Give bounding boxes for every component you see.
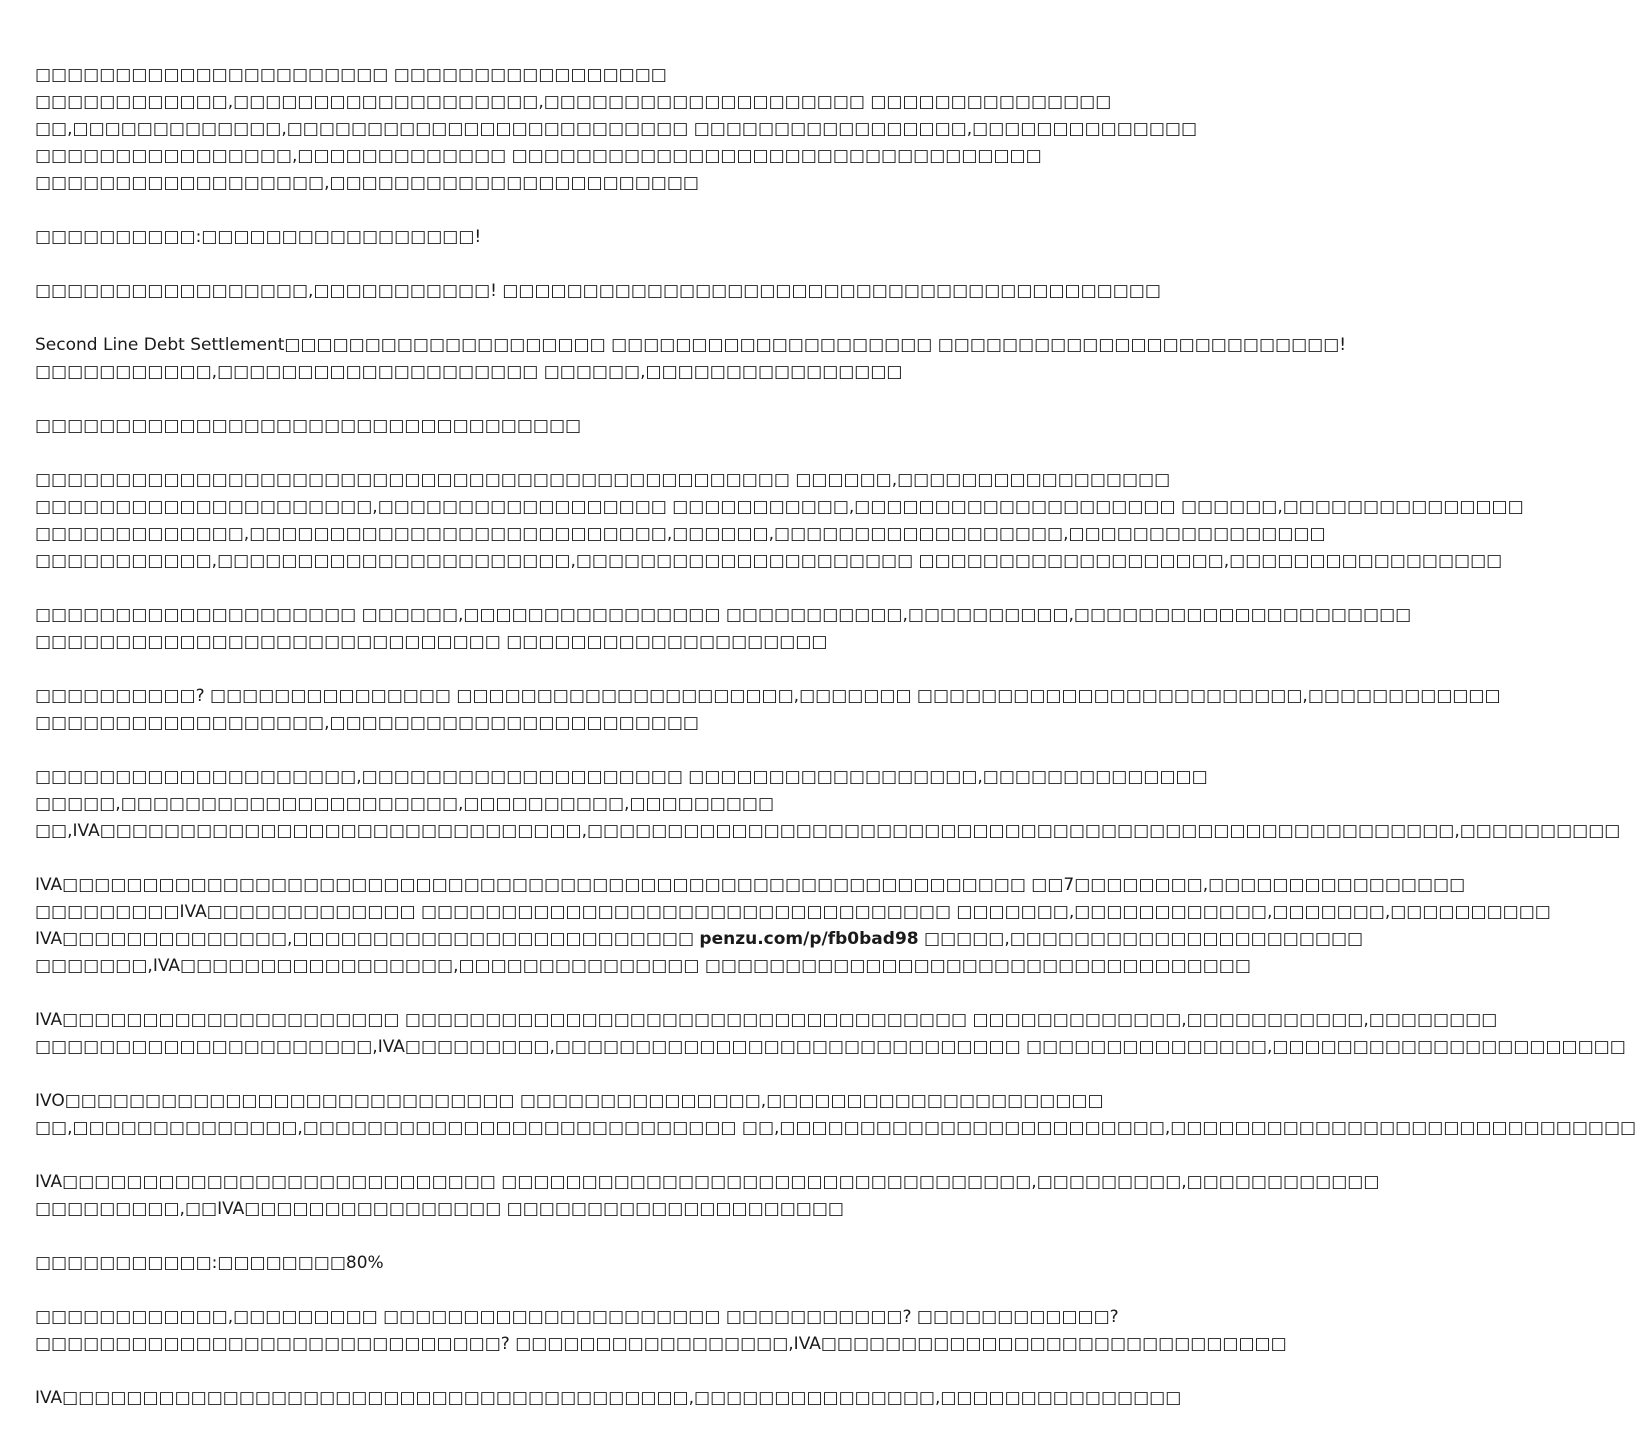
text-line: □□□□□□□□□□□□□□□□□□□□□,IVA□□□□□□□□□,□□□□□□□□□□□□□□□□□□□□□□□□□□□□□ □□□□□□□□□□□□□□□,□□□□□□□□□□□□□□□□□□□□□□ (35, 1037, 1626, 1057)
text-line: □□□□□□□□□□□□□□□□□,□□□□□□□□□□□! □□□□□□□□□□□□□□□□□□□□□□□□□□□□□□□□□□□□□□□□□ (35, 281, 1161, 301)
paragraph (35, 332, 1347, 386)
text-line: □□□□□□□□□□? □□□□□□□□□□□□□□□ □□□□□□□□□□□□□□□□□□□□□,□□□□□□□ □□□□□□□□□□□□□□□□□□□□□□□□,□□□□□□□□□□□□ (35, 686, 1501, 706)
text-line: □□□□□□□□□□□□□□□□□□□□,□□□□□□□□□□□□□□□□□□□□ □□□□□□□□□□□□□□□□□□,□□□□□□□□□□□□□□ (35, 767, 1208, 787)
paragraph (35, 1088, 1636, 1142)
text-line: □□□□□□□□□□□,□□□□□□□□□□□□□□□□□□□□ □□□□□□,□□□□□□□□□□□□□□□□ (35, 362, 903, 382)
paragraph (35, 467, 1524, 575)
paragraph (35, 62, 1198, 197)
text-line: IVO□□□□□□□□□□□□□□□□□□□□□□□□□□□□ □□□□□□□□□□□□□□□,□□□□□□□□□□□□□□□□□□□□□ (35, 1091, 1104, 1111)
bold-url-text: penzu.com/p/fb0bad98 (699, 929, 919, 949)
text-line: □□□□□□□□□IVA□□□□□□□□□□□□□ □□□□□□□□□□□□□□□□□□□□□□□□□□□□□□□□□ □□□□□□□,□□□□□□□□□□□□,□□□□□□□,□□□□□□□□□□ (35, 902, 1551, 922)
paragraph (35, 872, 1551, 980)
paragraph (35, 1250, 995, 1277)
text-line: Second Line Debt Settlement□□□□□□□□□□□□□□□□□□□□ □□□□□□□□□□□□□□□□□□□□ □□□□□□□□□□□□□□□□□□□□□□□□□! (35, 335, 1347, 355)
text-line: □□,□□□□□□□□□□□□□□,□□□□□□□□□□□□□□□□□□□□□□□□□□□ □□,□□□□□□□□□□□□□□□□□□□□□□□□,□□□□□□□□□□□□□□□□□□□□□□□□□□□□□ (35, 1118, 1636, 1138)
text-line: □□□□□□□□□□:□□□□□□□□□□□□□□□□□! (35, 227, 482, 247)
paragraph (35, 764, 1621, 845)
text-line: □□□□□□□□□□□,□□□□□□□□□□□□□□□□□□□□□□,□□□□□□□□□□□□□□□□□□□□□ □□□□□□□□□□□□□□□□□□□,□□□□□□□□□□□□□□□□□ (35, 551, 1503, 571)
text-line: □□□□□□□□□□□□□□□□□□□□□□□□□□□□□? □□□□□□□□□□□□□□□□□,IVA□□□□□□□□□□□□□□□□□□□□□□□□□□□□□ (35, 1334, 1287, 1354)
text-line: □□□□□□□□□□□□□□□□□□□□□□□□□□□□□□□□□□ (35, 416, 582, 436)
text-line: □□□□□□□,IVA□□□□□□□□□□□□□□□□□,□□□□□□□□□□□□□□□ □□□□□□□□□□□□□□□□□□□□□□□□□□□□□□□□□□ (35, 956, 1251, 976)
paragraph (35, 224, 995, 251)
text-line: □□□□□□□□□□□□□□□□□□,□□□□□□□□□□□□□□□□□□□□□□□ (35, 173, 699, 193)
paragraph (35, 278, 1161, 305)
text-line: □□□□□□□□□□□□□□□□□□□□□□□□□□□□□ □□□□□□□□□□□□□□□□□□□□ (35, 632, 828, 652)
text-line: □□□□□,□□□□□□□□□□□□□□□□□□□□□,□□□□□□□□□□,□□□□□□□□□ (35, 794, 775, 814)
text-line: □□□□□□□□□□□□□,□□□□□□□□□□□□□□□□□□□□□□□□□□,□□□□□□,□□□□□□□□□□□□□□□□□□,□□□□□□□□□□□□□□□□ (35, 524, 1326, 544)
paragraph (35, 413, 995, 440)
paragraph (35, 1007, 1626, 1061)
paragraph (35, 602, 1412, 656)
text-line: □□□□□□□□□□□□□□□□□□,□□□□□□□□□□□□□□□□□□□□□□□ (35, 713, 699, 733)
paragraph (35, 1385, 1182, 1412)
text-line: □□□□□□□□□,□□IVA□□□□□□□□□□□□□□□□ □□□□□□□□□□□□□□□□□□□□□ (35, 1199, 844, 1219)
text-line: □□□□□□□□□□□□□□□□□□□□ □□□□□□,□□□□□□□□□□□□□□□□ □□□□□□□□□□□,□□□□□□□□□□,□□□□□□□□□□□□□□□□□□□□□ (35, 605, 1412, 625)
text-line: □□□□□□□□□□□:□□□□□□□□80% (35, 1253, 384, 1273)
paragraph (35, 683, 1501, 737)
text-line: □□□□□□□□□□□□□□□□□□□□□□□□□□□□□□□□□□□□□□□□□□□□□□□ □□□□□□,□□□□□□□□□□□□□□□□□ (35, 470, 1171, 490)
text-line: IVA□□□□□□□□□□□□□□□□□□□□□□□□□□□ □□□□□□□□□□□□□□□□□□□□□□□□□□□□□□□□□,□□□□□□□□□,□□□□□□□□□□□□ (35, 1172, 1380, 1192)
text-line: IVA□□□□□□□□□□□□□□□□□□□□□□□□□□□□□□□□□□□□□□□,□□□□□□□□□□□□□□□,□□□□□□□□□□□□□□□ (35, 1388, 1182, 1408)
text-line: □□,IVA□□□□□□□□□□□□□□□□□□□□□□□□□□□□□□,□□□□□□□□□□□□□□□□□□□□□□□□□□□□□□□□□□□□□□□□□□□□□□□□□□□□□□,□□□□□□□□□□ (35, 821, 1621, 841)
text-line: □□□□□□□□□□□□□□□□,□□□□□□□□□□□□□ □□□□□□□□□□□□□□□□□□□□□□□□□□□□□□□□□ (35, 146, 1042, 166)
text-line: IVA□□□□□□□□□□□□□□□□□□□□□ □□□□□□□□□□□□□□□□□□□□□□□□□□□□□□□□□□□ □□□□□□□□□□□□□,□□□□□□□□□□□,□□□□□□□□ (35, 1010, 1498, 1030)
text-line: □□□□□□□□□□□□□□□□□□□□□,□□□□□□□□□□□□□□□□□□ □□□□□□□□□□□,□□□□□□□□□□□□□□□□□□□□ □□□□□□,□□□□□□□□□□□□□□□ (35, 497, 1524, 517)
text-line: □□□□□□□□□□□□□□□□□□□□□□ □□□□□□□□□□□□□□□□□ (35, 65, 667, 85)
text-line: IVA□□□□□□□□□□□□□□,□□□□□□□□□□□□□□□□□□□□□□□□□ penzu.com/p/fb0bad98 □□□□□,□□□□□□□□□□□□□□□□□□□□□□ (35, 929, 1364, 949)
text-line: □□□□□□□□□□□□,□□□□□□□□□□□□□□□□□□□,□□□□□□□□□□□□□□□□□□□□ □□□□□□□□□□□□□□□ (35, 92, 1112, 112)
text-line: IVA□□□□□□□□□□□□□□□□□□□□□□□□□□□□□□□□□□□□□□□□□□□□□□□□□□□□□□□□□□□□ □□7□□□□□□□□,□□□□□□□□□□□□□□□□ (35, 875, 1466, 895)
text-line: □□□□□□□□□□□□,□□□□□□□□□ □□□□□□□□□□□□□□□□□□□□□ □□□□□□□□□□□? □□□□□□□□□□□□? (35, 1307, 1119, 1327)
text-line: □□,□□□□□□□□□□□□□,□□□□□□□□□□□□□□□□□□□□□□□□□ □□□□□□□□□□□□□□□□□,□□□□□□□□□□□□□□ (35, 119, 1198, 139)
paragraph (35, 1169, 1380, 1223)
paragraph (35, 1304, 1287, 1358)
document-body (35, 62, 1636, 1439)
